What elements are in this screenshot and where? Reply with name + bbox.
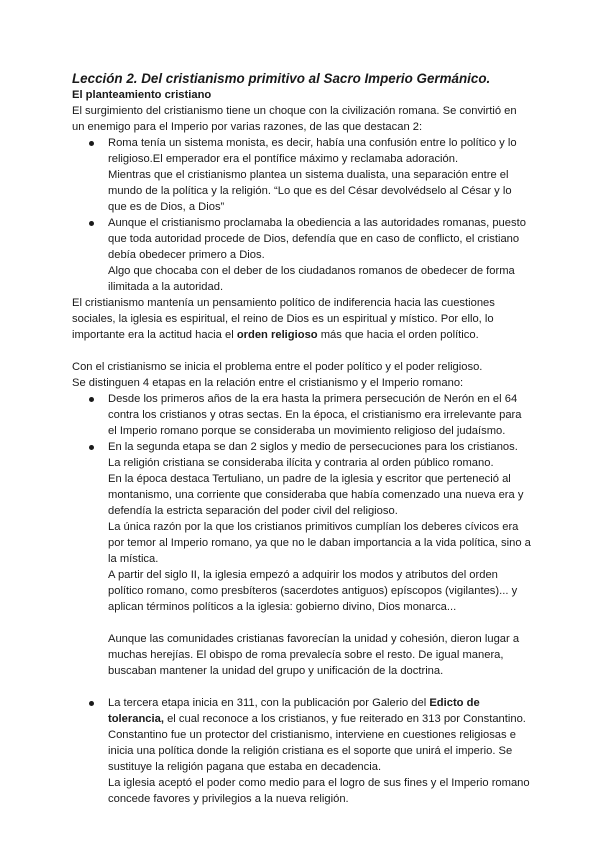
list-item — [108, 391, 532, 439]
stage-3-text-b: el cual reconoce a los cristianos, y fue reiterado en 313 por Constantino. — [163, 713, 526, 725]
list-item — [108, 695, 532, 807]
stage-2-illicit: La religión cristiana se consideraba ilícita y contraria al orden público romano. — [108, 457, 494, 469]
stage-2-civic-duties: La única razón por la que los cristianos primitivos cumplían los deberes cívicos era por temor al Imperio romano, ya que no le daban importancia a la vida política, sino a la mística. — [108, 521, 531, 565]
stage-3-church-power: La iglesia aceptó el poder como medio para el logro de sus fines y el Imperio romano concede favores y privilegios a la nueva religión. — [108, 777, 530, 805]
reason-2-continuation: Algo que chocaba con el deber de los ciudadanos romanos de obedecer de forma ilimitada a la autoridad. — [108, 265, 515, 293]
reasons-list — [72, 135, 532, 295]
list-item — [108, 215, 532, 295]
stage-2-text: En la segunda etapa se dan 2 siglos y medio de persecuciones para los cristianos. — [108, 441, 518, 453]
reason-1-text: Roma tenía un sistema monista, es decir, había una confusión entre lo político y lo religioso.El emperador era el pontífice máximo y reclamaba adoración. — [108, 137, 517, 165]
stage-1-text: Desde los primeros años de la era hasta la primera persecución de Nerón en el 64 contra los cristianos y otras sectas. En la época, el cristianismo era irrelevante para el Imperio romano porque se consideraba un movimiento religioso del judaísmo. — [108, 393, 522, 437]
reason-1-continuation: Mientras que el cristianismo plantea un sistema dualista, una separación entre el mundo de la política y la religión. “Lo que es del César devolvédselo al César y lo que es de Dios, a Dios” — [108, 169, 512, 213]
list-item — [108, 439, 532, 695]
section-subtitle: El planteamiento cristiano — [72, 89, 212, 101]
stage-2-heresies: Aunque las comunidades cristianas favorecían la unidad y cohesión, dieron lugar a muchas herejías. El obispo de roma prevalecía sobre el resto. De igual manera, buscaban mantener la unidad del grupo y unificación de la doctrina. — [108, 633, 520, 677]
stages-list — [72, 391, 532, 807]
lesson-title: Lección 2. Del cristianismo primitivo al Sacro Imperio Germánico. — [72, 71, 491, 86]
reason-2-text: Aunque el cristianismo proclamaba la obediencia a las autoridades romanas, puesto que toda autoridad procede de Dios, defendía que en caso de conflicto, el cristiano debía obedecer primero a Dios. — [108, 217, 526, 261]
document-page — [72, 70, 532, 807]
problem-line: Con el cristianismo se inicia el problema entre el poder político y el poder religioso. — [72, 361, 483, 373]
indifference-text-a: El cristianismo mantenía un pensamiento político de indiferencia hacia las cuestiones sociales, la iglesia es espiritual, el reino de Dios es un espiritual y místico. Por ello, lo importante era la actitud hacia el — [72, 297, 495, 341]
stage-3-text — [108, 695, 532, 727]
stage-2-second-century: A partir del siglo II, la iglesia empezó a adquirir los modos y atributos del orden político romano, como presbíteros (sacerdotes antiguos) epíscopos (vigilantes)... y aplican términos políticos a la iglesia: gobierno divino, Dios monarca... — [108, 569, 518, 613]
stage-3-text-a: La tercera etapa inicia en 311, con la publicación por Galerio del — [108, 697, 430, 709]
stage-3-constantine: Constantino fue un protector del cristianismo, interviene en cuestiones religiosas e inicia una política donde la religión cristiana es el soporte que unirá el imperio. Se sustituye la religión pagana que estaba en decadencia. — [108, 729, 516, 773]
stage-2-tertullian: En la época destaca Tertuliano, un padre de la iglesia y escritor que perteneció al montanismo, una corriente que consideraba que había comenzado una nueva era y defendía la estricta separación del poder civil del religioso. — [108, 473, 524, 517]
indifference-paragraph — [72, 295, 532, 343]
stages-line: Se distinguen 4 etapas en la relación entre el cristianismo y el Imperio romano: — [72, 377, 464, 389]
edict-bold: Edicto de tolerancia, — [108, 697, 480, 725]
intro-paragraph: El surgimiento del cristianismo tiene un choque con la civilización romana. Se convirtió en un enemigo para el Imperio por varias razones, de las que destacan 2: — [72, 105, 517, 133]
list-item — [108, 135, 532, 215]
religious-order-bold: orden religioso — [236, 329, 318, 341]
indifference-text-b: más que hacia el orden político. — [317, 329, 479, 341]
